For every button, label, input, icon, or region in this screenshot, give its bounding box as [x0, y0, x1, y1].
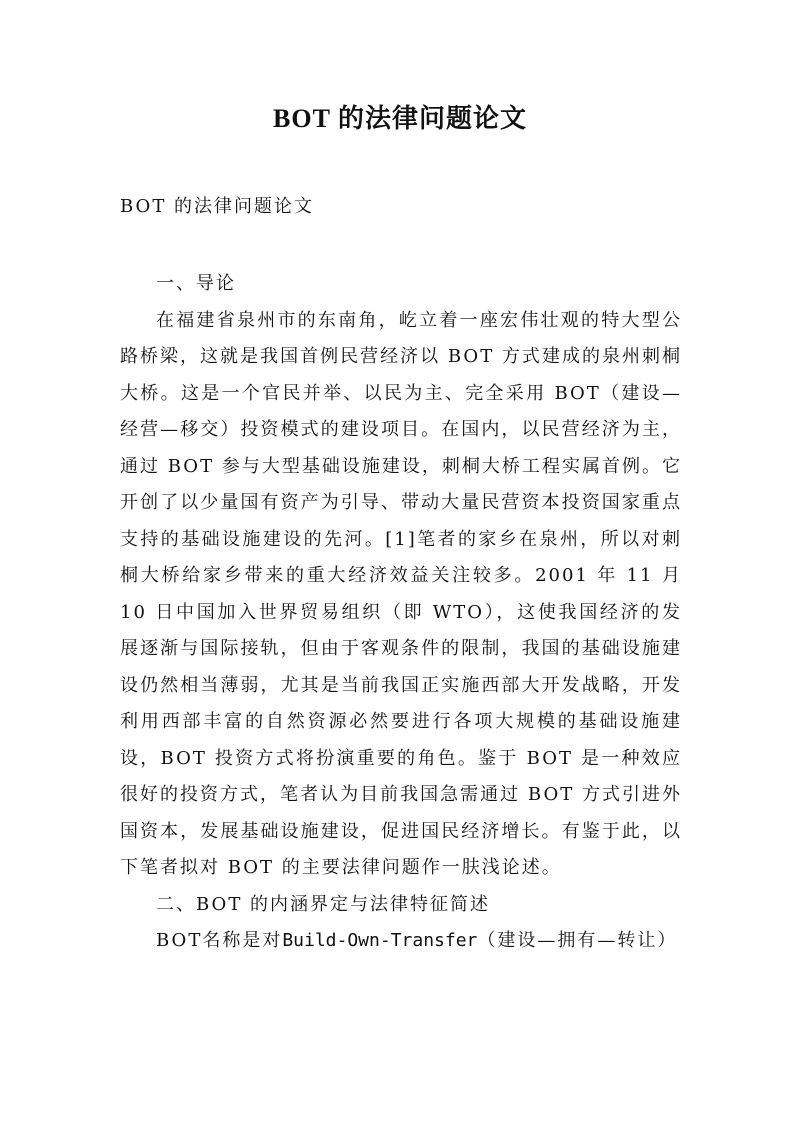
section-heading-intro: 一、导论	[156, 273, 236, 294]
section-heading-definition: 二、BOT 的内涵界定与法律特征简述	[156, 893, 491, 915]
paragraph-definition-start: BOT名称是对	[156, 930, 283, 951]
document-subtitle: BOT 的法律问题论文	[120, 196, 315, 217]
paragraph-definition-term: Build-Own-Transfer	[282, 930, 478, 951]
paragraph-intro: 在福建省泉州市的东南角，屹立着一座宏伟壮观的特大型公路桥梁，这就是我国首例民营经济以 BOT 方式建成的泉州刺桐大桥。这是一个官民并举、以民为主、完全采用 BOT（建设—经营—移交）投资模式的建设项目。在国内，以民营经济为主，通过 BOT 参与大型基础设施建设，刺桐大桥工程实属首例。它开创了以少量国有资产为引导、带动大量民营资本投资国家重点支持的基础设施建设的先河。[1]笔者的家乡在泉州，所以对刺桐大桥给家乡带来的重大经济效益关注较多。2001 年 11 月 10 日中国加入世界贸易组织（即 WTO），这使我国经济的发展逐渐与国际接轨，但由于客观条件的限制，我国的基础设施建设仍然相当薄弱，尤其是当前我国正实施西部大开发战略，开发利用西部丰富的自然资源必然要进行各项大规模的基础设施建设，BOT 投资方式将扮演重要的角色。鉴于 BOT 是一种效应很好的投资方式，笔者认为目前我国急需通过 BOT 方式引进外国资本，发展基础设施建设，促进国民经济增长。有鉴于此，以下笔者拟对 BOT 的主要法律问题作一肤浅论述。	[120, 309, 682, 878]
paragraph-definition-end: （建设—拥有—转让）	[477, 930, 678, 951]
paragraph-definition	[120, 923, 682, 960]
document-title: BOT 的法律问题论文	[273, 104, 527, 133]
document-body	[120, 266, 682, 960]
